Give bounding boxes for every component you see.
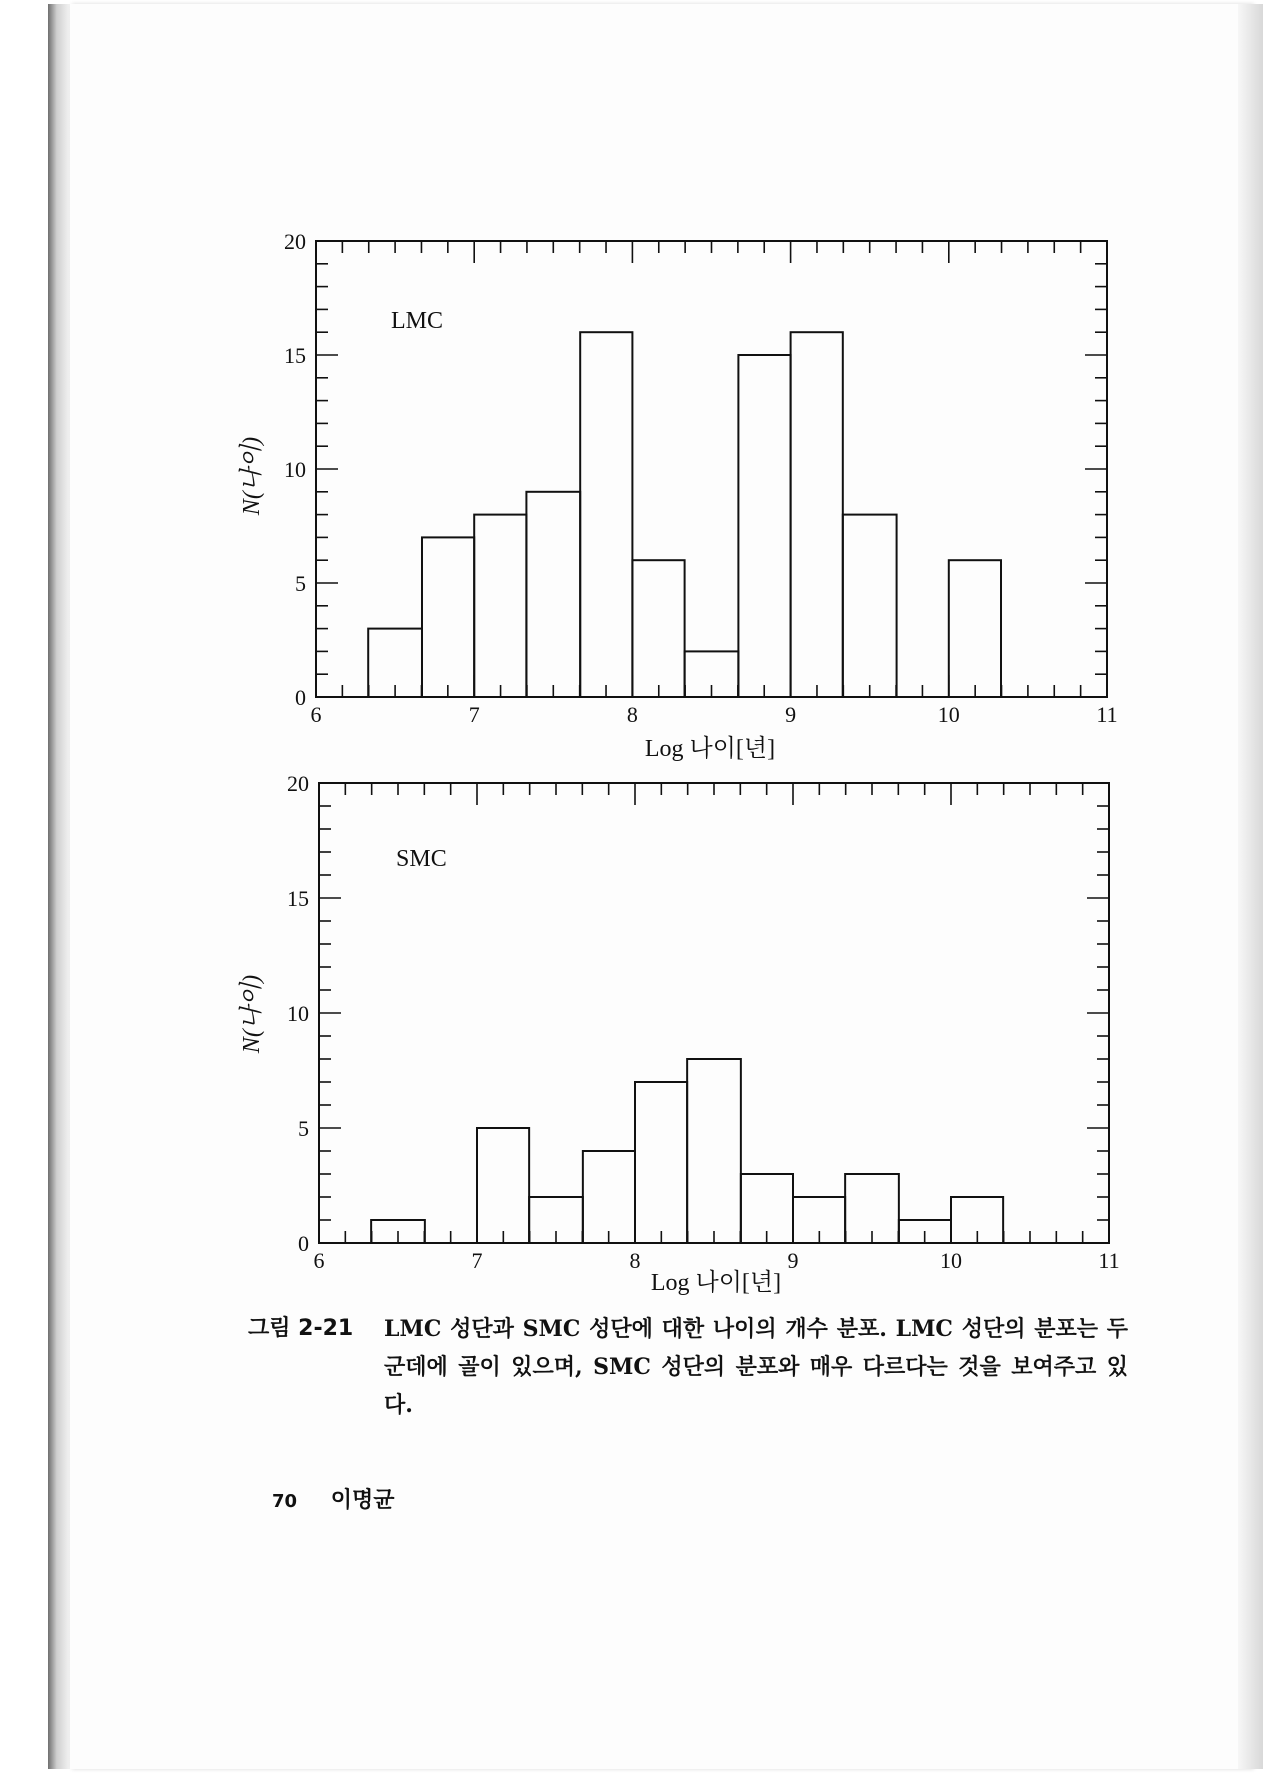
panel-label-lmc: LMC: [391, 308, 444, 334]
histogram-bar: [949, 560, 1001, 697]
figure-number: 그림 2-21: [248, 1316, 354, 1341]
y-tick-label: 0: [295, 685, 306, 710]
y-tick-label: 20: [287, 771, 309, 796]
x-tick-label: 8: [629, 1248, 641, 1273]
histogram-bar: [791, 332, 843, 697]
histogram-bar: [474, 515, 526, 697]
x-tick-label: 7: [471, 1248, 483, 1273]
histogram-bar: [580, 332, 632, 697]
x-tick-label: 6: [313, 1248, 325, 1273]
x-axis-title-smc: Log 나이[년]: [650, 1270, 782, 1296]
page-footer: [272, 1483, 395, 1514]
histogram-bar: [583, 1151, 635, 1243]
histogram-bar: [738, 355, 790, 697]
x-tick-label: 11: [1096, 702, 1118, 727]
x-tick-label: 11: [1098, 1248, 1120, 1273]
x-tick-label: 6: [310, 702, 322, 727]
histogram-bar: [422, 537, 474, 697]
y-tick-label: 15: [287, 886, 309, 911]
panel-label-smc: SMC: [396, 846, 447, 872]
x-axis-title-lmc: Log 나이[년]: [644, 736, 776, 762]
lmc-histogram-panel: [238, 229, 1118, 762]
page-number: 70: [272, 1491, 298, 1512]
histogram-bar: [843, 515, 897, 697]
x-tick-label: 10: [937, 702, 960, 727]
x-tick-label: 9: [787, 1248, 799, 1273]
author-name: 이명균: [330, 1488, 395, 1513]
y-axis-title-lmc: N(나이): [239, 436, 265, 516]
figure-caption: [248, 1310, 1128, 1424]
y-tick-label: 10: [287, 1001, 309, 1026]
y-tick-label: 5: [298, 1116, 309, 1141]
caption-text: LMC 성단과 SMC 성단에 대한 나이의 개수 분포. LMC 성단의 분포는 두 군데에 골이 있으며, SMC 성단의 분포와 매우 다르다는 것을 보여주고 있다.: [384, 1316, 1128, 1418]
x-tick-label: 7: [468, 702, 480, 727]
y-tick-label: 10: [284, 457, 306, 482]
x-tick-label: 10: [940, 1248, 962, 1273]
y-tick-label: 0: [298, 1231, 309, 1256]
y-tick-label: 20: [284, 229, 306, 254]
smc-histogram-panel: [238, 771, 1120, 1296]
histogram-bar: [635, 1082, 687, 1243]
histogram-bar: [477, 1128, 529, 1243]
y-tick-label: 5: [295, 571, 306, 596]
y-axis-title-smc: N(나이): [239, 974, 265, 1054]
x-tick-label: 8: [626, 702, 638, 727]
y-tick-label: 15: [284, 343, 306, 368]
histogram-bar: [526, 492, 580, 697]
histogram-bar: [687, 1059, 741, 1243]
histogram-bar: [632, 560, 684, 697]
x-tick-label: 9: [785, 702, 797, 727]
